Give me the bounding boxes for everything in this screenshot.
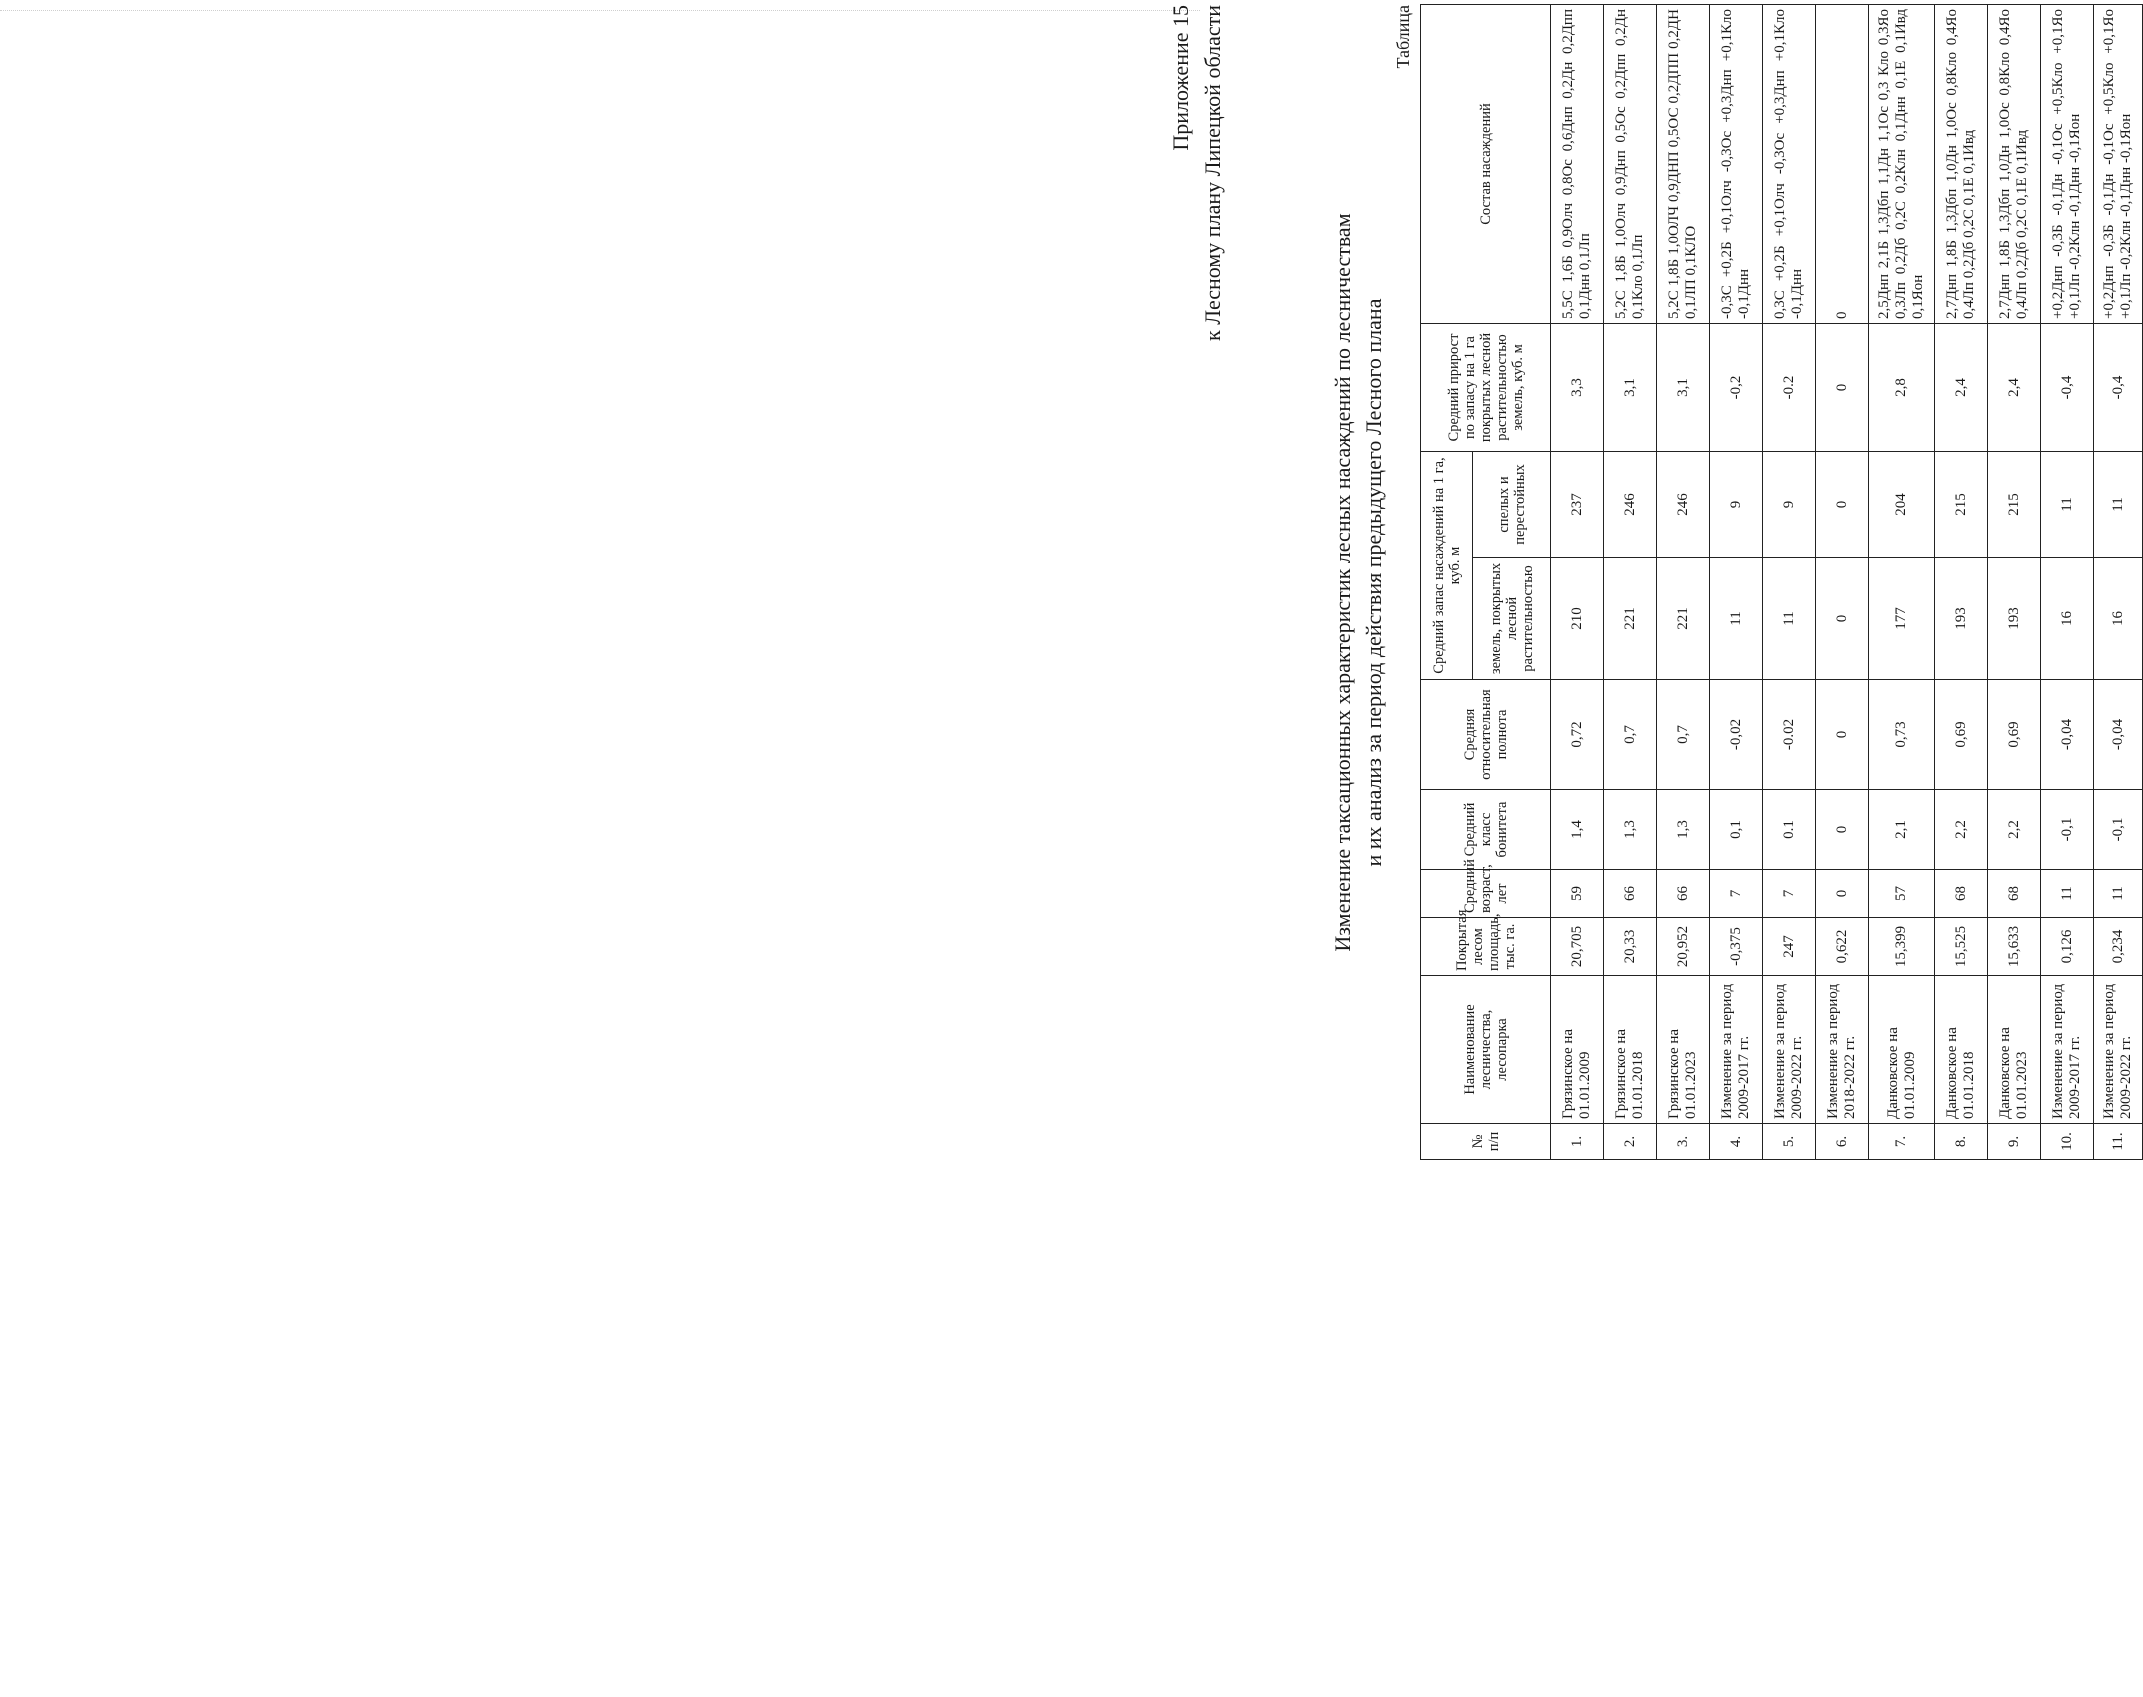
table-label: Таблица (1393, 5, 1413, 69)
cell-stock-forest: 177 (1869, 558, 1935, 680)
document-title (1327, 5, 1389, 1160)
scan-top-edge (0, 10, 1200, 11)
table-row (1869, 5, 1935, 1160)
cell-area: 15,525 (1935, 918, 1988, 976)
cell-growth: -0,2 (1710, 324, 1763, 452)
cell-stock-forest: 16 (2094, 558, 2143, 680)
cell-area: 0,234 (2094, 918, 2143, 976)
cell-age: 68 (1935, 870, 1988, 918)
cell-stock-mature: 237 (1551, 452, 1604, 558)
cell-name: Изменение за период 2009-2022 гг. (1763, 976, 1816, 1124)
cell-num: 9. (1988, 1124, 2041, 1160)
cell-age: 66 (1604, 870, 1657, 918)
header-density: Средняя относительная полнота (1421, 680, 1551, 790)
cell-age: 11 (2094, 870, 2143, 918)
cell-num: 3. (1657, 1124, 1710, 1160)
cell-name: Данковское на 01.01.2018 (1935, 976, 1988, 1124)
cell-age: 7 (1710, 870, 1763, 918)
table-row (1710, 5, 1763, 1160)
table-row (2041, 5, 2094, 1160)
cell-stock-mature: 204 (1869, 452, 1935, 558)
cell-age: 66 (1657, 870, 1710, 918)
appendix-number: Приложение 15 (1168, 5, 1193, 151)
cell-composition: 2,5Днп 2,1Б 1,3Дбп 1,1Дн 1,1Ос 0,3 Кло 0,3Яо 0,3Лп 0,2Дб 0,2С 0,2Клн 0,1Днн 0,1Е 0,1Ивд 0,1Яон (1869, 5, 1935, 324)
cell-name: Изменение за период 2009-2022 гг. (2094, 976, 2143, 1124)
table-row (1935, 5, 1988, 1160)
appendix-header (1165, 5, 1229, 805)
cell-growth: 3,1 (1604, 324, 1657, 452)
cell-age: 7 (1763, 870, 1816, 918)
title-line-1: Изменение таксационных характеристик лесных насаждений по лесничествам (1330, 213, 1355, 952)
cell-name: Данковское на 01.01.2023 (1988, 976, 2041, 1124)
title-line-2: и их анализ за период действия предыдущего Лесного плана (1361, 298, 1386, 867)
table-row (1551, 5, 1604, 1160)
header-area: Покрытая лесом площадь, тыс. га. (1421, 918, 1551, 976)
cell-density: 0,69 (1935, 680, 1988, 790)
cell-area: 20,705 (1551, 918, 1604, 976)
table-row (1763, 5, 1816, 1160)
cell-bonitet: -0,1 (2094, 790, 2143, 870)
cell-bonitet: 2,2 (1935, 790, 1988, 870)
cell-area: 15,633 (1988, 918, 2041, 976)
header-stock-mature: спелых и перестойных (1473, 452, 1551, 558)
cell-stock-mature: 11 (2094, 452, 2143, 558)
cell-stock-mature: 0 (1816, 452, 1869, 558)
rotated-page (1165, 5, 2134, 1160)
cell-bonitet: 2,2 (1988, 790, 2041, 870)
cell-stock-mature: 215 (1988, 452, 2041, 558)
cell-stock-forest: 193 (1935, 558, 1988, 680)
header-stock-group: Средний запас насаждений на 1 га, куб. м (1421, 452, 1473, 680)
cell-bonitet: 0.1 (1763, 790, 1816, 870)
cell-stock-mature: 11 (2041, 452, 2094, 558)
header-bonitet: Средний класс бонитета (1421, 790, 1551, 870)
cell-stock-forest: 16 (2041, 558, 2094, 680)
cell-composition: 5,2С 1,8Б 1,0ОЛЧ 0,9ДНП 0,5ОС 0,2ДПП 0,2ДН 0,1ЛП 0,1КЛО (1657, 5, 1710, 324)
cell-num: 11. (2094, 1124, 2143, 1160)
table-row (1816, 5, 1869, 1160)
header-age: Средний возраст, лет (1421, 870, 1551, 918)
cell-density: -0.02 (1763, 680, 1816, 790)
cell-name: Данковское на 01.01.2009 (1869, 976, 1935, 1124)
cell-composition: 2,7Днп 1,8Б 1,3Дбп 1,0Дн 1,0Ос 0,8Кло 0,4Яо 0,4Лп 0,2Дб 0,2С 0,1Е 0,1Ивд (1988, 5, 2041, 324)
cell-composition: 5,2С 1,8Б 1,0Олч 0,9Днп 0,5Ос 0,2Дпп 0,2Дн 0,1Кло 0,1Лп (1604, 5, 1657, 324)
cell-growth: 2,8 (1869, 324, 1935, 452)
cell-composition: +0,2Днп -0,3Б -0,1Дн -0,1Ос +0,5Кло +0,1Яо +0,1Лп -0,2Клн -0,1Днн -0,1Яон (2041, 5, 2094, 324)
cell-area: 0,126 (2041, 918, 2094, 976)
cell-composition: 2,7Днп 1,8Б 1,3Дбп 1,0Дн 1,0Ос 0,8Кло 0,4Яо 0,4Лп 0,2Дб 0,2С 0,1Е 0,1Ивд (1935, 5, 1988, 324)
cell-stock-forest: 210 (1551, 558, 1604, 680)
cell-area: 0,622 (1816, 918, 1869, 976)
cell-stock-mature: 246 (1657, 452, 1710, 558)
cell-growth: -0.2 (1763, 324, 1816, 452)
cell-age: 11 (2041, 870, 2094, 918)
cell-density: 0,7 (1604, 680, 1657, 790)
cell-age: 57 (1869, 870, 1935, 918)
cell-growth: 2,4 (1988, 324, 2041, 452)
cell-bonitet: -0,1 (2041, 790, 2094, 870)
header-composition: Состав насаждений (1421, 5, 1551, 324)
cell-growth: 3,3 (1551, 324, 1604, 452)
cell-name: Грязинское на 01.01.2018 (1604, 976, 1657, 1124)
table-row (1988, 5, 2041, 1160)
cell-density: 0,69 (1988, 680, 2041, 790)
cell-area: 20,33 (1604, 918, 1657, 976)
cell-stock-forest: 221 (1604, 558, 1657, 680)
cell-num: 1. (1551, 1124, 1604, 1160)
cell-density: 0,73 (1869, 680, 1935, 790)
cell-growth: 0 (1816, 324, 1869, 452)
table-row (1657, 5, 1710, 1160)
cell-composition: -0,3С +0,2Б +0,1Олч -0,3Ос +0,3Днп +0,1Кло -0,1Днн (1710, 5, 1763, 324)
cell-density: -0,04 (2041, 680, 2094, 790)
cell-stock-mature: 9 (1710, 452, 1763, 558)
cell-num: 4. (1710, 1124, 1763, 1160)
forest-characteristics-table (1420, 4, 2143, 1160)
cell-composition: 0,3С +0,2Б +0,1Олч -0,3Ос +0,3Днп +0,1Кло -0,1Днн (1763, 5, 1816, 324)
cell-age: 0 (1816, 870, 1869, 918)
cell-name: Изменение за период 2009-2017 гг. (1710, 976, 1763, 1124)
cell-stock-mature: 215 (1935, 452, 1988, 558)
cell-num: 2. (1604, 1124, 1657, 1160)
cell-bonitet: 2,1 (1869, 790, 1935, 870)
cell-stock-forest: 0 (1816, 558, 1869, 680)
cell-growth: 2,4 (1935, 324, 1988, 452)
cell-stock-forest: 11 (1763, 558, 1816, 680)
cell-name: Грязинское на 01.01.2023 (1657, 976, 1710, 1124)
table-row (2094, 5, 2143, 1160)
cell-growth: -0,4 (2094, 324, 2143, 452)
cell-growth: 3,1 (1657, 324, 1710, 452)
cell-num: 5. (1763, 1124, 1816, 1160)
cell-density: -0,02 (1710, 680, 1763, 790)
cell-age: 68 (1988, 870, 2041, 918)
header-name: Наименование лесничества, лесопарка (1421, 976, 1551, 1124)
cell-growth: -0,4 (2041, 324, 2094, 452)
cell-name: Изменение за период 2009-2017 гг. (2041, 976, 2094, 1124)
cell-num: 6. (1816, 1124, 1869, 1160)
cell-area: -0,375 (1710, 918, 1763, 976)
cell-stock-mature: 246 (1604, 452, 1657, 558)
cell-area: 247 (1763, 918, 1816, 976)
cell-bonitet: 0,1 (1710, 790, 1763, 870)
cell-bonitet: 1,4 (1551, 790, 1604, 870)
cell-age: 59 (1551, 870, 1604, 918)
cell-stock-forest: 221 (1657, 558, 1710, 680)
cell-composition: 0 (1816, 5, 1869, 324)
header-growth: Средний прирост по запасу на 1 га покрытых лесной растительностью земель, куб. м (1421, 324, 1551, 452)
cell-num: 10. (2041, 1124, 2094, 1160)
cell-density: 0 (1816, 680, 1869, 790)
cell-composition: 5,5С 1,6Б 0,9Олч 0,8Ос 0,6Днп 0,2Дн 0,2Дпп 0,1Днн 0,1Лп (1551, 5, 1604, 324)
table-row (1604, 5, 1657, 1160)
cell-area: 20,952 (1657, 918, 1710, 976)
cell-density: 0,72 (1551, 680, 1604, 790)
cell-bonitet: 1,3 (1604, 790, 1657, 870)
cell-density: -0,04 (2094, 680, 2143, 790)
cell-bonitet: 0 (1816, 790, 1869, 870)
cell-num: 8. (1935, 1124, 1988, 1160)
header-num: № п/п (1421, 1124, 1551, 1160)
cell-composition: +0,2Днп -0,3Б -0,1Дн -0,1Ос +0,5Кло +0,1Яо +0,1Лп -0,2Клн -0,1Днн -0,1Яон (2094, 5, 2143, 324)
cell-density: 0,7 (1657, 680, 1710, 790)
appendix-reference: к Лесному плану Липецкой области (1200, 5, 1225, 341)
cell-name: Изменение за период 2018-2022 гг. (1816, 976, 1869, 1124)
cell-stock-forest: 11 (1710, 558, 1763, 680)
cell-num: 7. (1869, 1124, 1935, 1160)
header-stock-forest: земель, покрытых лесной растительностью (1473, 558, 1551, 680)
cell-stock-mature: 9 (1763, 452, 1816, 558)
cell-area: 15,399 (1869, 918, 1935, 976)
cell-stock-forest: 193 (1988, 558, 2041, 680)
cell-bonitet: 1,3 (1657, 790, 1710, 870)
cell-name: Грязинское на 01.01.2009 (1551, 976, 1604, 1124)
